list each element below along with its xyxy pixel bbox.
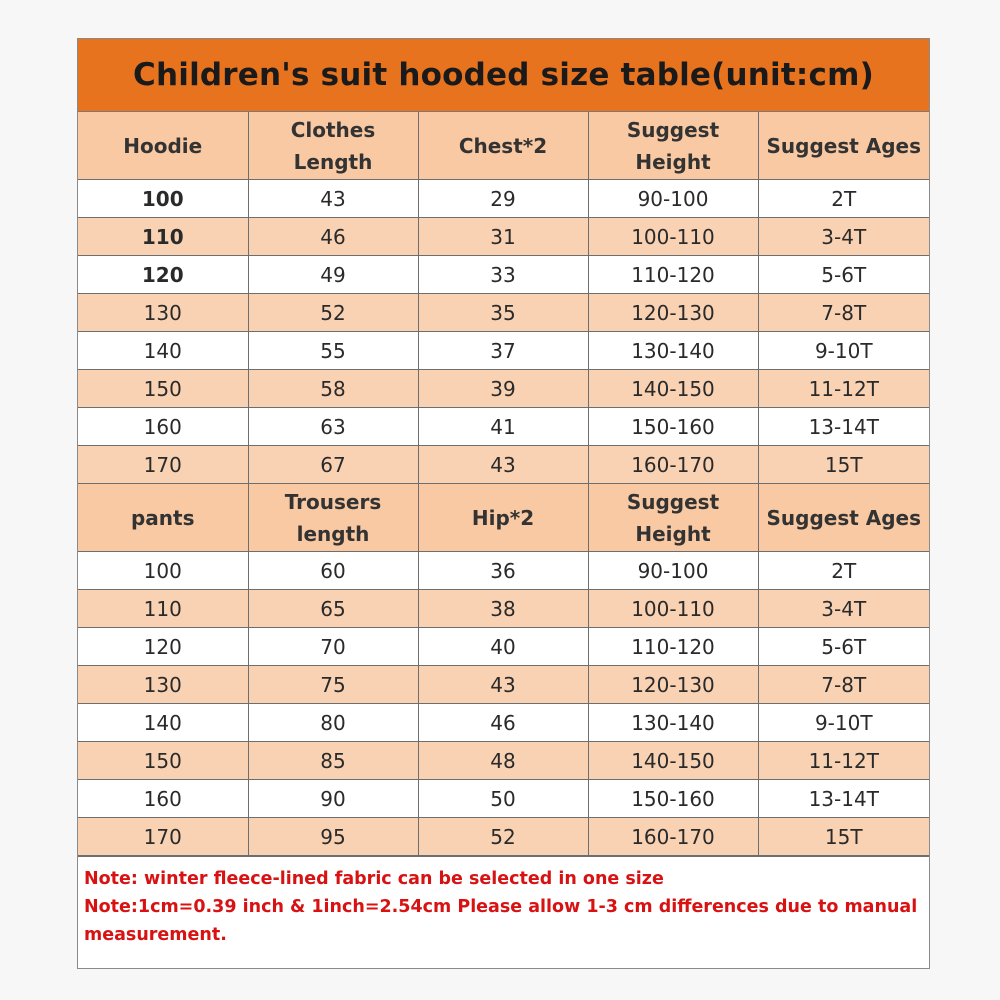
hoodie-table-cell: 9-10T [758, 332, 929, 370]
pants-table-row [78, 628, 929, 666]
size-chart [77, 38, 930, 969]
pants-table-cell: 170 [78, 818, 248, 856]
pants-table-cell: 140-150 [588, 742, 758, 780]
hoodie-table-row [78, 294, 929, 332]
pants-table-cell: 5-6T [758, 628, 929, 666]
pants-header-row [78, 484, 929, 552]
hoodie-table-cell: 110 [78, 218, 248, 256]
pants-header-cell: Suggest Height [588, 484, 758, 552]
hoodie-table-cell: 150-160 [588, 408, 758, 446]
hoodie-table-row [78, 256, 929, 294]
hoodie-size-table [78, 112, 929, 484]
pants-table-cell: 160 [78, 780, 248, 818]
hoodie-table-cell: 120 [78, 256, 248, 294]
pants-table-cell: 130-140 [588, 704, 758, 742]
pants-table-cell: 3-4T [758, 590, 929, 628]
hoodie-table-cell: 43 [248, 180, 418, 218]
hoodie-table-cell: 90-100 [588, 180, 758, 218]
hoodie-table-cell: 5-6T [758, 256, 929, 294]
hoodie-table-row [78, 180, 929, 218]
hoodie-header-cell: Suggest Height [588, 112, 758, 180]
pants-table-cell: 13-14T [758, 780, 929, 818]
hoodie-table-cell: 3-4T [758, 218, 929, 256]
pants-table-row [78, 780, 929, 818]
pants-size-table [78, 484, 929, 856]
hoodie-table-cell: 140 [78, 332, 248, 370]
pants-table-cell: 110-120 [588, 628, 758, 666]
hoodie-table-cell: 41 [418, 408, 588, 446]
hoodie-table-cell: 13-14T [758, 408, 929, 446]
hoodie-table-cell: 15T [758, 446, 929, 484]
pants-table-row [78, 742, 929, 780]
hoodie-table-cell: 63 [248, 408, 418, 446]
hoodie-table-row [78, 446, 929, 484]
hoodie-table-cell: 100-110 [588, 218, 758, 256]
hoodie-table-cell: 7-8T [758, 294, 929, 332]
hoodie-table-row [78, 408, 929, 446]
hoodie-header-cell: Clothes Length [248, 112, 418, 180]
hoodie-table-row [78, 370, 929, 408]
note-fleece: Note: winter fleece-lined fabric can be selected in one size [84, 869, 664, 889]
pants-table-cell: 11-12T [758, 742, 929, 780]
pants-table-cell: 15T [758, 818, 929, 856]
chart-title: Children's suit hooded size table(unit:cm) [78, 39, 929, 112]
hoodie-table-cell: 35 [418, 294, 588, 332]
hoodie-header-cell: Hoodie [78, 112, 248, 180]
hoodie-table-cell: 2T [758, 180, 929, 218]
hoodie-table-cell: 37 [418, 332, 588, 370]
hoodie-table-cell: 160-170 [588, 446, 758, 484]
hoodie-table-cell: 140-150 [588, 370, 758, 408]
hoodie-table-cell: 160 [78, 408, 248, 446]
pants-table-cell: 60 [248, 552, 418, 590]
pants-table-cell: 120 [78, 628, 248, 666]
hoodie-table-body [78, 112, 929, 484]
hoodie-table-cell: 170 [78, 446, 248, 484]
note-conversion: Note:1cm=0.39 inch & 1inch=2.54cm Please allow 1-3 cm differences due to manual measurement. [84, 897, 918, 945]
hoodie-table-cell: 55 [248, 332, 418, 370]
pants-header-cell: Hip*2 [418, 484, 588, 552]
hoodie-table-cell: 39 [418, 370, 588, 408]
hoodie-table-cell: 49 [248, 256, 418, 294]
hoodie-table-cell: 58 [248, 370, 418, 408]
notes-section [78, 856, 929, 949]
hoodie-table-row [78, 332, 929, 370]
pants-table-cell: 36 [418, 552, 588, 590]
hoodie-table-cell: 31 [418, 218, 588, 256]
hoodie-header-row [78, 112, 929, 180]
pants-table-cell: 38 [418, 590, 588, 628]
hoodie-table-cell: 100 [78, 180, 248, 218]
hoodie-table-cell: 67 [248, 446, 418, 484]
pants-table-row [78, 552, 929, 590]
pants-table-cell: 95 [248, 818, 418, 856]
pants-table-cell: 130 [78, 666, 248, 704]
pants-table-cell: 75 [248, 666, 418, 704]
hoodie-table-cell: 120-130 [588, 294, 758, 332]
pants-table-cell: 43 [418, 666, 588, 704]
pants-table-cell: 52 [418, 818, 588, 856]
pants-table-row [78, 704, 929, 742]
pants-table-cell: 120-130 [588, 666, 758, 704]
pants-table-cell: 140 [78, 704, 248, 742]
hoodie-table-row [78, 218, 929, 256]
pants-table-cell: 40 [418, 628, 588, 666]
hoodie-table-cell: 130-140 [588, 332, 758, 370]
hoodie-header-cell: Suggest Ages [758, 112, 929, 180]
pants-table-cell: 50 [418, 780, 588, 818]
hoodie-table-cell: 150 [78, 370, 248, 408]
pants-table-cell: 80 [248, 704, 418, 742]
hoodie-table-cell: 29 [418, 180, 588, 218]
hoodie-table-cell: 130 [78, 294, 248, 332]
pants-table-body [78, 484, 929, 856]
pants-table-cell: 2T [758, 552, 929, 590]
pants-table-cell: 48 [418, 742, 588, 780]
pants-table-cell: 100 [78, 552, 248, 590]
hoodie-table-cell: 43 [418, 446, 588, 484]
pants-table-row [78, 666, 929, 704]
pants-header-cell: pants [78, 484, 248, 552]
pants-table-cell: 100-110 [588, 590, 758, 628]
hoodie-table-cell: 33 [418, 256, 588, 294]
pants-header-cell: Suggest Ages [758, 484, 929, 552]
pants-table-row [78, 818, 929, 856]
pants-table-cell: 70 [248, 628, 418, 666]
hoodie-table-cell: 110-120 [588, 256, 758, 294]
pants-table-cell: 46 [418, 704, 588, 742]
hoodie-table-cell: 52 [248, 294, 418, 332]
hoodie-table-cell: 46 [248, 218, 418, 256]
pants-table-cell: 90 [248, 780, 418, 818]
pants-table-cell: 9-10T [758, 704, 929, 742]
pants-table-cell: 85 [248, 742, 418, 780]
hoodie-header-cell: Chest*2 [418, 112, 588, 180]
pants-table-cell: 150 [78, 742, 248, 780]
hoodie-table-cell: 11-12T [758, 370, 929, 408]
pants-table-cell: 110 [78, 590, 248, 628]
pants-header-cell: Trousers length [248, 484, 418, 552]
pants-table-row [78, 590, 929, 628]
pants-table-cell: 90-100 [588, 552, 758, 590]
pants-table-cell: 160-170 [588, 818, 758, 856]
pants-table-cell: 150-160 [588, 780, 758, 818]
pants-table-cell: 7-8T [758, 666, 929, 704]
pants-table-cell: 65 [248, 590, 418, 628]
